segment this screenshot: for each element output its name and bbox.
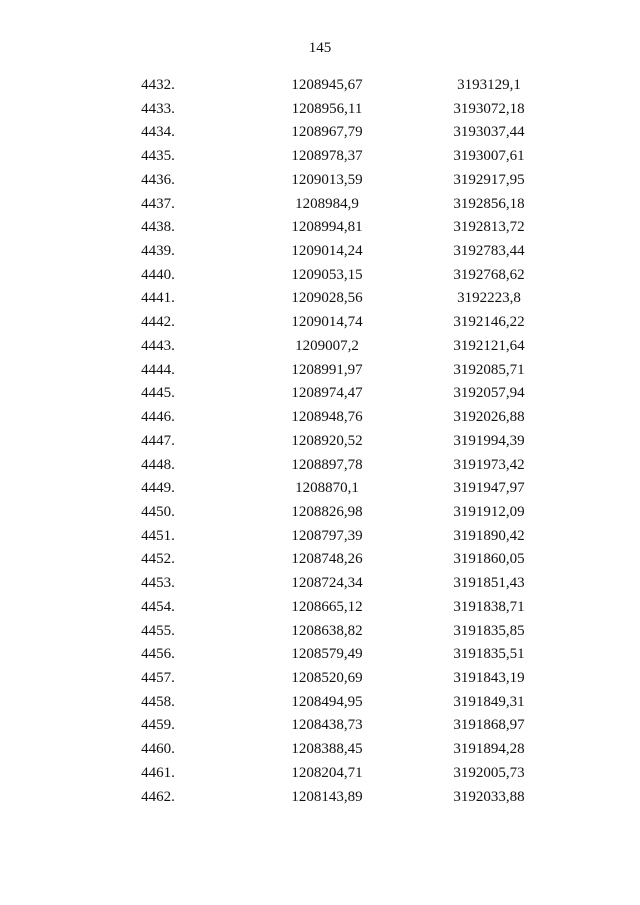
x-coordinate-cell: 1209028,56 (291, 290, 363, 307)
table-row (0, 714, 640, 738)
x-coordinate-cell: 1208994,81 (291, 219, 363, 236)
y-coordinate-cell: 3192783,44 (453, 243, 525, 260)
x-coordinate-cell: 1208826,98 (291, 503, 363, 520)
table-row (0, 145, 640, 169)
x-coordinate-cell: 1208967,79 (291, 124, 363, 141)
y-coordinate-cell: 3191838,71 (453, 598, 525, 615)
table-row (0, 525, 640, 549)
y-coordinate-cell: 3191894,28 (453, 741, 525, 758)
point-number-cell: 4445. (141, 385, 175, 402)
x-coordinate-cell: 1208520,69 (291, 669, 363, 686)
coordinates-table (0, 74, 640, 809)
point-number-cell: 4451. (141, 527, 175, 544)
x-coordinate-cell: 1209014,24 (291, 243, 363, 260)
y-coordinate-cell: 3191860,05 (453, 551, 525, 568)
table-row (0, 335, 640, 359)
table-row (0, 691, 640, 715)
point-number-cell: 4460. (141, 741, 175, 758)
x-coordinate-cell: 1208948,76 (291, 409, 363, 426)
table-row (0, 98, 640, 122)
y-coordinate-cell: 3191835,85 (453, 622, 525, 639)
point-number-cell: 4462. (141, 788, 175, 805)
y-coordinate-cell: 3191835,51 (453, 646, 525, 663)
table-row (0, 454, 640, 478)
point-number-cell: 4446. (141, 409, 175, 426)
y-coordinate-cell: 3192085,71 (453, 361, 525, 378)
y-coordinate-cell: 3192768,62 (453, 266, 525, 283)
table-row (0, 762, 640, 786)
point-number-cell: 4433. (141, 100, 175, 117)
y-coordinate-cell: 3193129,1 (457, 77, 521, 93)
table-row (0, 643, 640, 667)
table-row (0, 596, 640, 620)
y-coordinate-cell: 3192005,73 (453, 764, 525, 781)
table-row (0, 240, 640, 264)
y-coordinate-cell: 3193007,61 (453, 148, 525, 165)
point-number-cell: 4443. (141, 337, 175, 354)
table-row (0, 193, 640, 217)
table-row (0, 548, 640, 572)
point-number-cell: 4449. (141, 480, 175, 497)
y-coordinate-cell: 3192813,72 (453, 219, 525, 236)
y-coordinate-cell: 3191973,42 (453, 456, 525, 473)
x-coordinate-cell: 1208797,39 (291, 527, 363, 544)
point-number-cell: 4444. (141, 361, 175, 378)
x-coordinate-cell: 1208143,89 (291, 788, 363, 805)
point-number-cell: 4442. (141, 314, 175, 331)
x-coordinate-cell: 1209014,74 (291, 314, 363, 331)
page-number: 145 (308, 40, 332, 56)
x-coordinate-cell: 1208665,12 (291, 598, 363, 615)
y-coordinate-cell: 3191851,43 (453, 575, 525, 592)
x-coordinate-cell: 1208978,37 (291, 148, 363, 165)
point-number-cell: 4441. (141, 290, 175, 307)
point-number-cell: 4438. (141, 219, 175, 236)
point-number-cell: 4459. (141, 717, 175, 734)
point-number-cell: 4453. (141, 575, 175, 592)
table-row (0, 216, 640, 240)
x-coordinate-cell: 1208991,97 (291, 361, 363, 378)
table-row (0, 430, 640, 454)
x-coordinate-cell: 1208956,11 (291, 100, 363, 117)
table-row (0, 620, 640, 644)
table-row (0, 264, 640, 288)
x-coordinate-cell: 1208579,49 (291, 646, 363, 663)
y-coordinate-cell: 3193072,18 (453, 100, 525, 117)
point-number-cell: 4456. (141, 646, 175, 663)
x-coordinate-cell: 1208748,26 (291, 551, 363, 568)
y-coordinate-cell: 3191843,19 (453, 669, 525, 686)
x-coordinate-cell: 1208870,1 (295, 480, 359, 497)
y-coordinate-cell: 3192856,18 (453, 195, 525, 212)
table-row (0, 359, 640, 383)
table-row (0, 406, 640, 430)
x-coordinate-cell: 1209013,59 (291, 171, 363, 188)
table-row (0, 121, 640, 145)
table-row (0, 382, 640, 406)
y-coordinate-cell: 3192033,88 (453, 788, 525, 805)
y-coordinate-cell: 3191890,42 (453, 527, 525, 544)
table-row (0, 287, 640, 311)
y-coordinate-cell: 3191912,09 (453, 503, 525, 520)
point-number-cell: 4436. (141, 171, 175, 188)
point-number-cell: 4434. (141, 124, 175, 141)
x-coordinate-cell: 1208724,34 (291, 575, 363, 592)
x-coordinate-cell: 1208984,9 (295, 195, 359, 212)
table-row (0, 667, 640, 691)
table-row (0, 477, 640, 501)
x-coordinate-cell: 1209053,15 (291, 266, 363, 283)
x-coordinate-cell: 1208438,73 (291, 717, 363, 734)
point-number-cell: 4458. (141, 693, 175, 710)
x-coordinate-cell: 1208945,67 (291, 77, 363, 93)
y-coordinate-cell: 3192223,8 (457, 290, 521, 307)
x-coordinate-cell: 1208638,82 (291, 622, 363, 639)
y-coordinate-cell: 3192121,64 (453, 337, 525, 354)
y-coordinate-cell: 3191849,31 (453, 693, 525, 710)
point-number-cell: 4452. (141, 551, 175, 568)
y-coordinate-cell: 3192917,95 (453, 171, 525, 188)
y-coordinate-cell: 3191994,39 (453, 432, 525, 449)
point-number-cell: 4457. (141, 669, 175, 686)
point-number-cell: 4440. (141, 266, 175, 283)
table-row (0, 572, 640, 596)
point-number-cell: 4454. (141, 598, 175, 615)
point-number-cell: 4432. (141, 77, 175, 93)
y-coordinate-cell: 3191868,97 (453, 717, 525, 734)
x-coordinate-cell: 1208974,47 (291, 385, 363, 402)
table-row (0, 74, 640, 98)
y-coordinate-cell: 3193037,44 (453, 124, 525, 141)
y-coordinate-cell: 3192026,88 (453, 409, 525, 426)
point-number-cell: 4450. (141, 503, 175, 520)
point-number-cell: 4439. (141, 243, 175, 260)
y-coordinate-cell: 3192057,94 (453, 385, 525, 402)
x-coordinate-cell: 1208494,95 (291, 693, 363, 710)
x-coordinate-cell: 1208204,71 (291, 764, 363, 781)
point-number-cell: 4461. (141, 764, 175, 781)
table-row (0, 311, 640, 335)
point-number-cell: 4455. (141, 622, 175, 639)
table-row (0, 738, 640, 762)
table-row (0, 169, 640, 193)
x-coordinate-cell: 1208920,52 (291, 432, 363, 449)
x-coordinate-cell: 1208388,45 (291, 741, 363, 758)
y-coordinate-cell: 3192146,22 (453, 314, 525, 331)
table-row (0, 786, 640, 810)
table-row (0, 501, 640, 525)
point-number-cell: 4447. (141, 432, 175, 449)
y-coordinate-cell: 3191947,97 (453, 480, 525, 497)
point-number-cell: 4448. (141, 456, 175, 473)
x-coordinate-cell: 1208897,78 (291, 456, 363, 473)
point-number-cell: 4437. (141, 195, 175, 212)
x-coordinate-cell: 1209007,2 (295, 337, 359, 354)
point-number-cell: 4435. (141, 148, 175, 165)
